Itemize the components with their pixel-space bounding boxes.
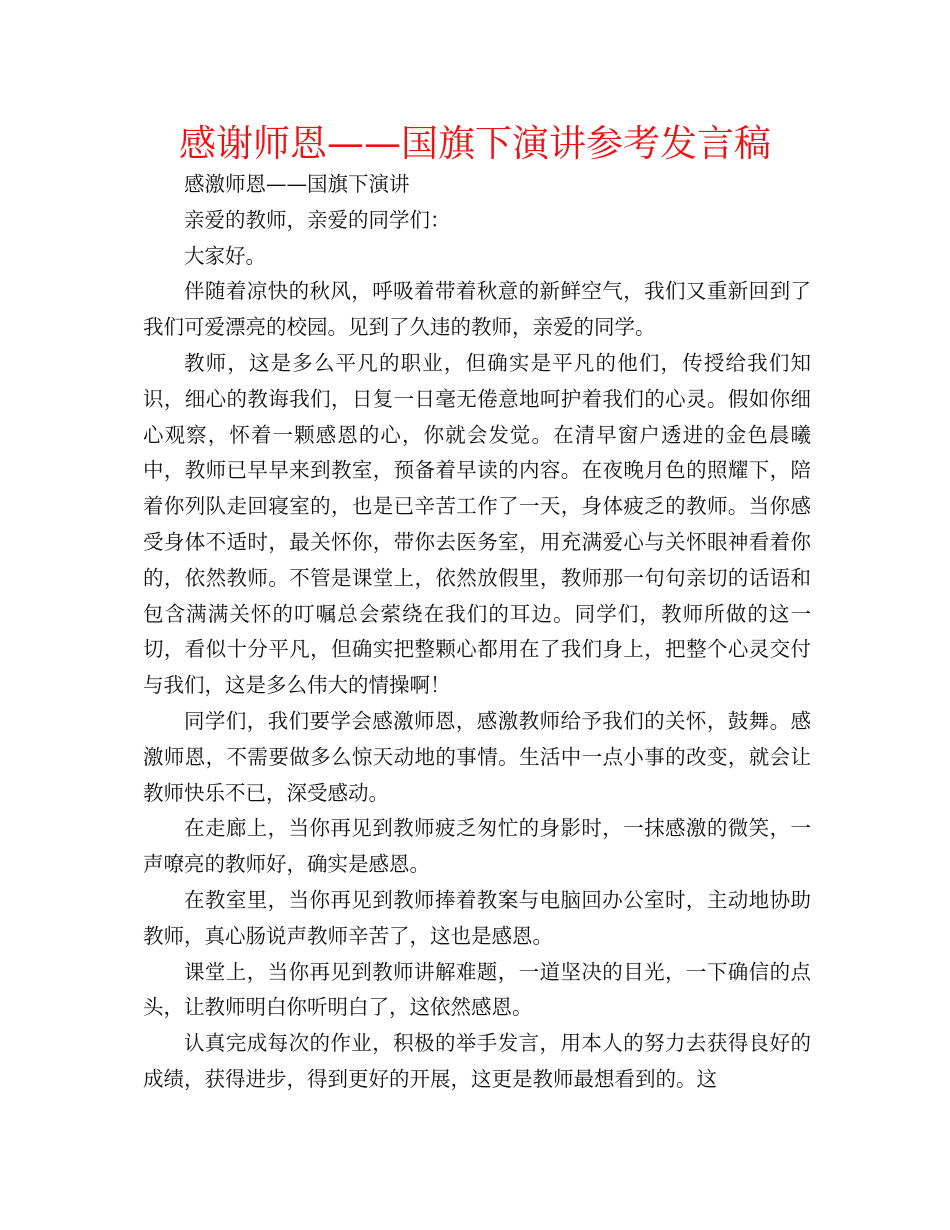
- salutation: 亲爱的教师，亲爱的同学们：: [184, 207, 451, 232]
- paragraph: 教师，这是多么平凡的职业，但确实是平凡的他们，传授给我们知识，细心的教诲我们，日复一日毫无倦意地呵护着我们的心灵。假如你细心观察，怀着一颗感恩的心，你就会发觉。在清早窗户透进的金色晨曦中，教师已早早来到教室，预备着早读的内容。在夜晚月色的照耀下，陪着你列队走回寝室的，也是已辛苦工作了一天，身体疲乏的教师。当你感受身体不适时，最关怀你，带你去医务室，用充满爱心与关怀眼神看着你的，依然教师。不管是课堂上，依然放假里，教师那一句句亲切的话语和包含满满关怀的叮嘱总会萦绕在我们的耳边。同学们，教师所做的这一切，看似十分平凡，但确实把整颗心都用在了我们身上，把整个心灵交付与我们，这是多么伟大的情操啊！: [143, 350, 811, 698]
- document-body: [143, 167, 811, 1098]
- paragraph: 同学们，我们要学会感激师恩，感激教师给予我们的关怀，鼓舞。感激师恩，不需要做多么惊天动地的事情。生活中一点小事的改变，就会让教师快乐不已，深受感动。: [143, 708, 811, 805]
- paragraph: 认真完成每次的作业，积极的举手发言，用本人的努力去获得良好的成绩，获得进步，得到更好的开展，这更是教师最想看到的。这: [143, 1031, 811, 1091]
- document-title: 感谢师恩——国旗下演讲参考发言稿: [179, 122, 771, 165]
- greeting: 大家好。: [184, 243, 266, 268]
- paragraph: 课堂上，当你再见到教师讲解难题，一道坚决的目光，一下确信的点头，让教师明白你听明白了，这依然感恩。: [143, 959, 811, 1020]
- paragraph: 在教室里，当你再见到教师捧着教案与电脑回办公室时，主动地协助教师，真心肠说声教师辛苦了，这也是感恩。: [143, 887, 811, 948]
- paragraph: 伴随着凉快的秋风，呼吸着带着秋意的新鲜空气，我们又重新回到了我们可爱漂亮的校园。见到了久违的教师，亲爱的同学。: [143, 279, 811, 340]
- paragraph: 在走廊上，当你再见到教师疲乏匆忙的身影时，一抹感激的微笑，一声嘹亮的教师好，确实是感恩。: [143, 816, 811, 877]
- speech-subtitle: 感激师恩——国旗下演讲: [184, 172, 410, 196]
